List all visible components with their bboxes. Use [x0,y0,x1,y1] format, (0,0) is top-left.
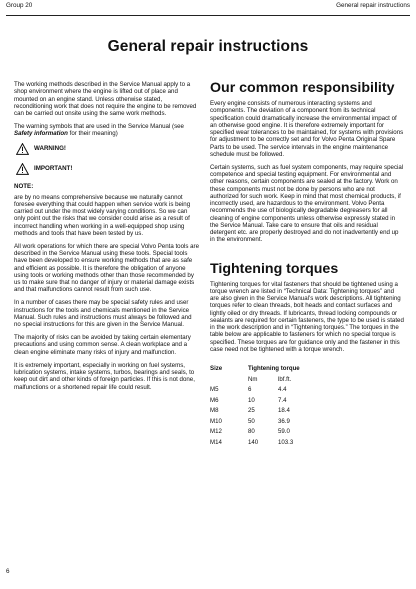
responsibility-paragraph-1: Every engine consists of numerous interacting systems and components. The deviation of a component from its technical specification could dramatically increase the environmental impact of an otherwise good engine. It is therefore extremely important for specified wear tolerances to be maintained, for systems with provisions for adjustment to be correctly set and for Volvo Penta Original Spare Parts to be used. The service intervals in the engine maintenance schedule must be followed. [210,100,404,158]
nm-cell: 50 [248,417,255,425]
responsibility-heading: Our common responsibility [210,80,395,96]
left-column [14,81,200,397]
intro-paragraph: The working methods described in the Service Manual apply to a shop environment where the engine is lifted out of place and mounted on an engine stand. Unless otherwise stated, reconditioning work that does not require the engine to be removed can be carried out onsite using the same work methods. [14,81,197,117]
header-section: General repair instructions [336,2,410,9]
header-group: Group 20 [6,2,33,9]
note-label: NOTE: [14,183,34,191]
size-cell: M5 [210,386,219,394]
warning-label: WARNING! [34,145,66,153]
nm-cell: 25 [248,407,255,415]
important-label: IMPORTANT! [34,165,73,173]
lbft-cell: 7.4 [278,396,287,404]
torque-units-row [210,376,308,387]
table-row [210,386,308,397]
table-row [210,428,308,439]
lbft-cell: 103.3 [278,438,294,446]
warning-triangle-icon [16,163,29,175]
important-symbol [14,163,200,177]
size-cell: M14 [210,438,222,446]
lbft-cell: 36.9 [278,417,290,425]
size-column-header: Size [210,365,223,373]
lbft-cell: 4.4 [278,386,287,394]
warning-symbol [14,143,200,157]
safety-rules-paragraph: In a number of cases there may be special safety rules and user instructions for the tools and chemicals mentioned in the Service Manual. Such rules and instructions must always be followed and no special instructions for this are given in the Service Manual. [14,299,192,329]
safety-info-ref: Safety information [14,130,68,138]
page-header [6,0,410,16]
size-cell: M6 [210,396,219,404]
page-title: General repair instructions [107,38,309,55]
size-cell: M8 [210,407,219,415]
torque-table [210,365,308,449]
lbft-cell: 18.4 [278,407,290,415]
torques-heading: Tightening torques [210,260,339,277]
nm-cell: 140 [248,438,259,446]
nm-cell: 80 [248,428,255,436]
lbft-cell: 59.0 [278,428,290,436]
risks-paragraph: are by no means comprehensive because we naturally cannot foresee everything that could happen when service work is being carried out under the most widely varying conditions. So we can only point out the risks that we consider could arise as a result of incorrect handling when working in a well-equipped shop using methods and tools that have been tested by us. [14,193,191,237]
size-cell: M12 [210,428,222,436]
unit-nm: Nm [248,375,258,383]
precautions-paragraph: The majority of risks can be avoided by taking certain elementary precautions and using common sense. A clean workplace and a clean engine eliminate many risks of injury and malfunction. [14,334,191,356]
special-tools-paragraph: All work operations for which there are special Volvo Penta tools are described in the Service Manual using these tools. Special tools have been developed to ensure working methods that are as safe and efficient as possible. It is therefore the obligation of anyone using tools or working methods other than those recommended by us to make sure that no danger of injury or material damage exists and that malfunctions cannot result from such use. [14,242,199,294]
torque-table-header [210,365,308,376]
cleanliness-paragraph: It is extremely important, especially in working on fuel systems, lubrication systems, intake systems, turbos, bearings and seals, to keep out dirt and other kinds of foreign particles. If this is not done, malfunctions or a shortened repair life could result. [14,361,195,391]
table-row [210,439,308,450]
nm-cell: 10 [248,396,255,404]
responsibility-paragraph-2: Certain systems, such as fuel system components, may require special competence and special testing equipment. For environmental and other reasons, certain components are sealed at the factory. Work on these components must not be done by persons who are not authorized for such work. Keep in mind that most chemical products, if incorrectly used, are hazardous to the environment. Volvo Penta recommends the use of biologically degradable degreasers for all cleaning of engine components unless otherwise expressly stated in the Service Manual. Take care to ensure that oils and residual detergent etc. are properly destroyed and do not inadvertently end up in the environment. [210,163,404,244]
right-column [210,80,404,449]
size-cell: M10 [210,417,222,425]
table-row [210,397,308,408]
table-row [210,418,308,429]
page-number: 6 [6,568,10,575]
nm-cell: 6 [248,386,252,394]
torque-column-header: Tightening torque [248,365,300,373]
unit-lbft: lbf.ft. [278,375,292,383]
symbols-paragraph: The warning symbols that are used in the Service Manual (see Safety information for their meaning) [14,123,184,138]
torques-paragraph: Tightening torques for vital fasteners that should be tightened using a torque wrench are listed in “Technical Data: Tightening torques” and are also given in the Service Manual’s work descriptions. All tightening torques refer to clean threads, bolt heads and contact surfaces and lightly oiled or dry threads. If lubricants, thread locking compounds or sealants are required for certain fasteners, the type to be used is stated in the work description and in “Tightening torques.” The torques in the table below are applicable to fasteners for which no special torque is specified. These torques are for guidance only and the fastener in this case need not be tightened with a torque wrench. [210,280,404,353]
table-row [210,407,308,418]
warning-triangle-icon [16,143,29,155]
